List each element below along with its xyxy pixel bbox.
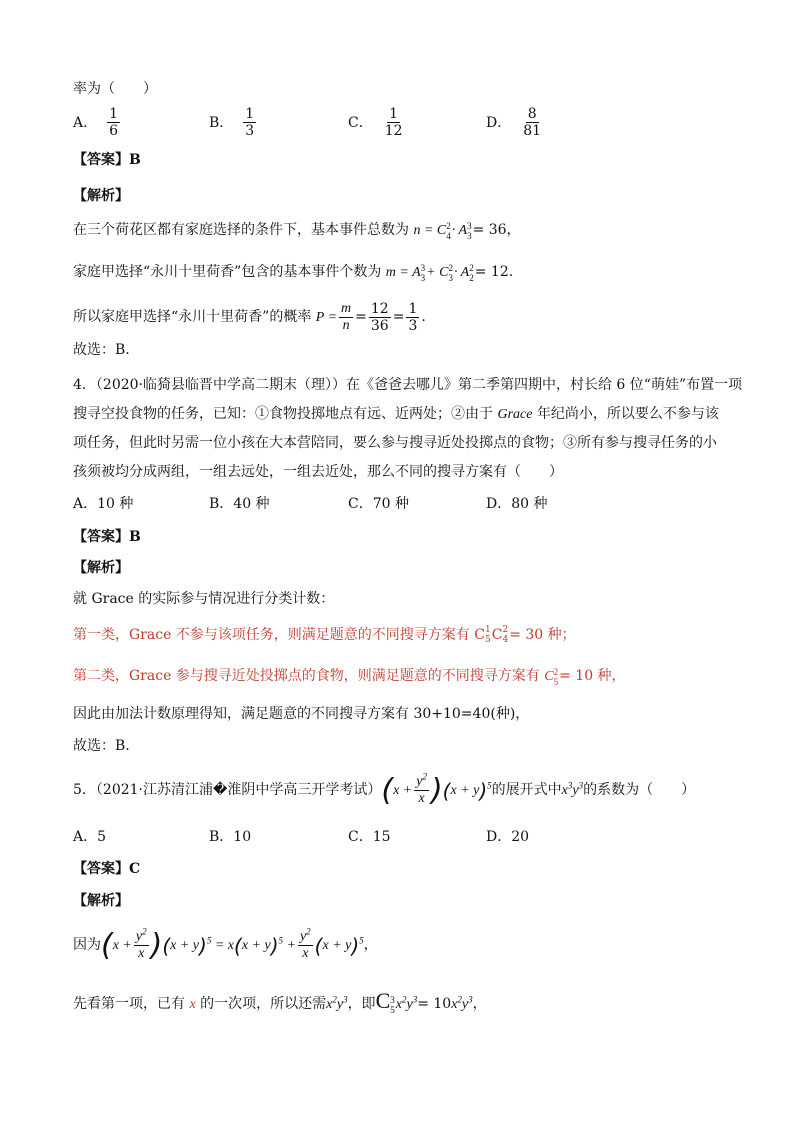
q3-stem-tail: 率为（ ） bbox=[73, 81, 157, 97]
q3-option-d-num: 8 bbox=[527, 106, 537, 122]
q4-analysis-heading: 【解析】 bbox=[73, 560, 129, 576]
q3-option-b-den: 3 bbox=[245, 123, 255, 139]
q4-stem-line2: 搜寻空投食物的任务，已知：①食物投掷地点有远、近两处；②由于 Grace 年纪尚小，所以要么不参与该 bbox=[73, 406, 719, 422]
q5-identity-formula: (x + $\frac{y^2}{x}$ )$(x + y)^5 = x(x + y)^5$ + $\frac{y^2}{x}$ $(x + y)^5$ bbox=[101, 926, 364, 963]
q3-prob-frac-2: $\frac{12}{36}$ bbox=[370, 300, 389, 334]
q3-option-c[interactable]: C． $\frac{1}{12}$ bbox=[348, 106, 403, 139]
q3-option-d-den: 81 bbox=[523, 123, 542, 139]
q4-analysis-line4: 因此由加法计数原理得知，满足题意的不同搜寻方案有 30+10=40(种)， bbox=[73, 706, 530, 722]
q3-prob-frac-3: $\frac{1}{3}$ bbox=[408, 300, 418, 334]
q4-option-d[interactable]: D．80 种 bbox=[486, 496, 548, 512]
q3-answer: 【答案】B bbox=[73, 152, 141, 168]
q5-option-b[interactable]: B．10 bbox=[209, 829, 252, 845]
q5-stem-expression: (x + $\frac{y^2}{x}$ )$(x + y)^5$ bbox=[381, 771, 492, 808]
q5-term-formula: C 3 5 $x^2y^3$ bbox=[375, 988, 418, 1015]
q4-formula-case2: C 2 5 bbox=[544, 666, 559, 687]
q4-stem-line1: 4．（2020·临猗县临晋中学高二期末（理））在《爸爸去哪儿》第二季第四期中，村长给 6 位“萌娃”布置一项 bbox=[73, 377, 743, 393]
q5-option-c[interactable]: C．15 bbox=[348, 829, 391, 845]
q5-analysis-line2: 先看第一项，已有 x 的一次项，所以还需$x^2y^3$，即C 3 5 $x^2y^3= 10x^2y^3$， bbox=[73, 988, 487, 1015]
q4-option-c[interactable]: C．70 种 bbox=[348, 496, 409, 512]
q5-analysis-line1: 因为(x + $\frac{y^2}{x}$ )$(x + y)^5 = x(x + y)^5$ + $\frac{y^2}{x}$ $(x + y)^5$， bbox=[73, 926, 378, 963]
q4-option-a[interactable]: A．10 种 bbox=[73, 496, 134, 512]
q3-prob-frac-1: $\frac{m}{n}$ bbox=[341, 300, 352, 333]
q3-option-a-num: 1 bbox=[109, 106, 119, 122]
q3-option-b-num: 1 bbox=[245, 106, 255, 122]
q4-analysis-line1: 就 Grace 的实际参与情况进行分类计数： bbox=[73, 591, 335, 607]
q4-analysis-line3: 第二类，Grace 参与搜寻近处投掷点的食物，则满足题意的不同搜寻方案有 C 2 5 = 10 种， bbox=[73, 666, 626, 687]
q3-analysis-line3: 所以家庭甲选择“永川十里荷香”的概率 P = $\frac{m}{n}$ = $\frac{12}{36}$ = $\frac{1}{3}$ . bbox=[73, 300, 426, 334]
q4-answer: 【答案】B bbox=[73, 529, 141, 545]
q5-analysis-heading: 【解析】 bbox=[73, 893, 129, 909]
q3-formula-count: m = A 3 3 + C 2 3 · A 2 2 bbox=[385, 262, 474, 283]
q3-conclusion: 故选：B. bbox=[73, 342, 130, 358]
q3-option-c-den: 12 bbox=[384, 123, 403, 139]
q3-analysis-line2: 家庭甲选择“永川十里荷香”包含的基本事件个数为 m = A 3 3 + C 2 3 · A 2 2 = 12. bbox=[73, 262, 514, 283]
q5-option-d[interactable]: D．20 bbox=[486, 829, 530, 845]
q3-option-c-num: 1 bbox=[389, 106, 399, 122]
q3-option-d[interactable]: D． $\frac{8}{81}$ bbox=[486, 106, 542, 139]
q3-option-b[interactable]: B． $\frac{1}{3}$ bbox=[209, 106, 255, 139]
q4-analysis-line2: 第一类，Grace 不参与该项任务，则满足题意的不同搜寻方案有 C 1 5 C 2 4 = 30 种； bbox=[73, 625, 576, 645]
q3-option-a-den: 6 bbox=[109, 123, 119, 139]
q3-option-a[interactable]: A． $\frac{1}{6}$ bbox=[73, 106, 119, 139]
q5-stem: 5．（2021·江苏清江浦�淮阴中学高三开学考试）(x + $\frac{y^2}{x}$ )$(x + y)^5$的展开式中$x^3y^3$的系数为（ ） bbox=[73, 771, 696, 808]
q4-stem-line4: 孩须被均分成两组，一组去远处，一组去近处，那么不同的搜寻方案有（ ） bbox=[73, 464, 563, 480]
q4-conclusion: 故选：B. bbox=[73, 738, 130, 754]
q3-formula-total: n = C 2 4 · A 3 3 bbox=[413, 220, 472, 241]
q4-formula-case1: C 1 5 C 2 4 bbox=[474, 625, 509, 645]
q5-option-a[interactable]: A．5 bbox=[73, 829, 107, 845]
q4-stem-line3: 项任务，但此时另需一位小孩在大本营陪同，要么参与搜寻近处投掷点的食物；③所有参与搜寻任务的小 bbox=[73, 435, 717, 451]
q5-answer: 【答案】C bbox=[73, 861, 141, 877]
q3-analysis-heading: 【解析】 bbox=[73, 188, 129, 204]
q4-option-b[interactable]: B．40 种 bbox=[209, 496, 270, 512]
q3-analysis-line1: 在三个荷花区都有家庭选择的条件下，基本事件总数为 n = C 2 4 · A 3 3 = 36， bbox=[73, 220, 521, 241]
